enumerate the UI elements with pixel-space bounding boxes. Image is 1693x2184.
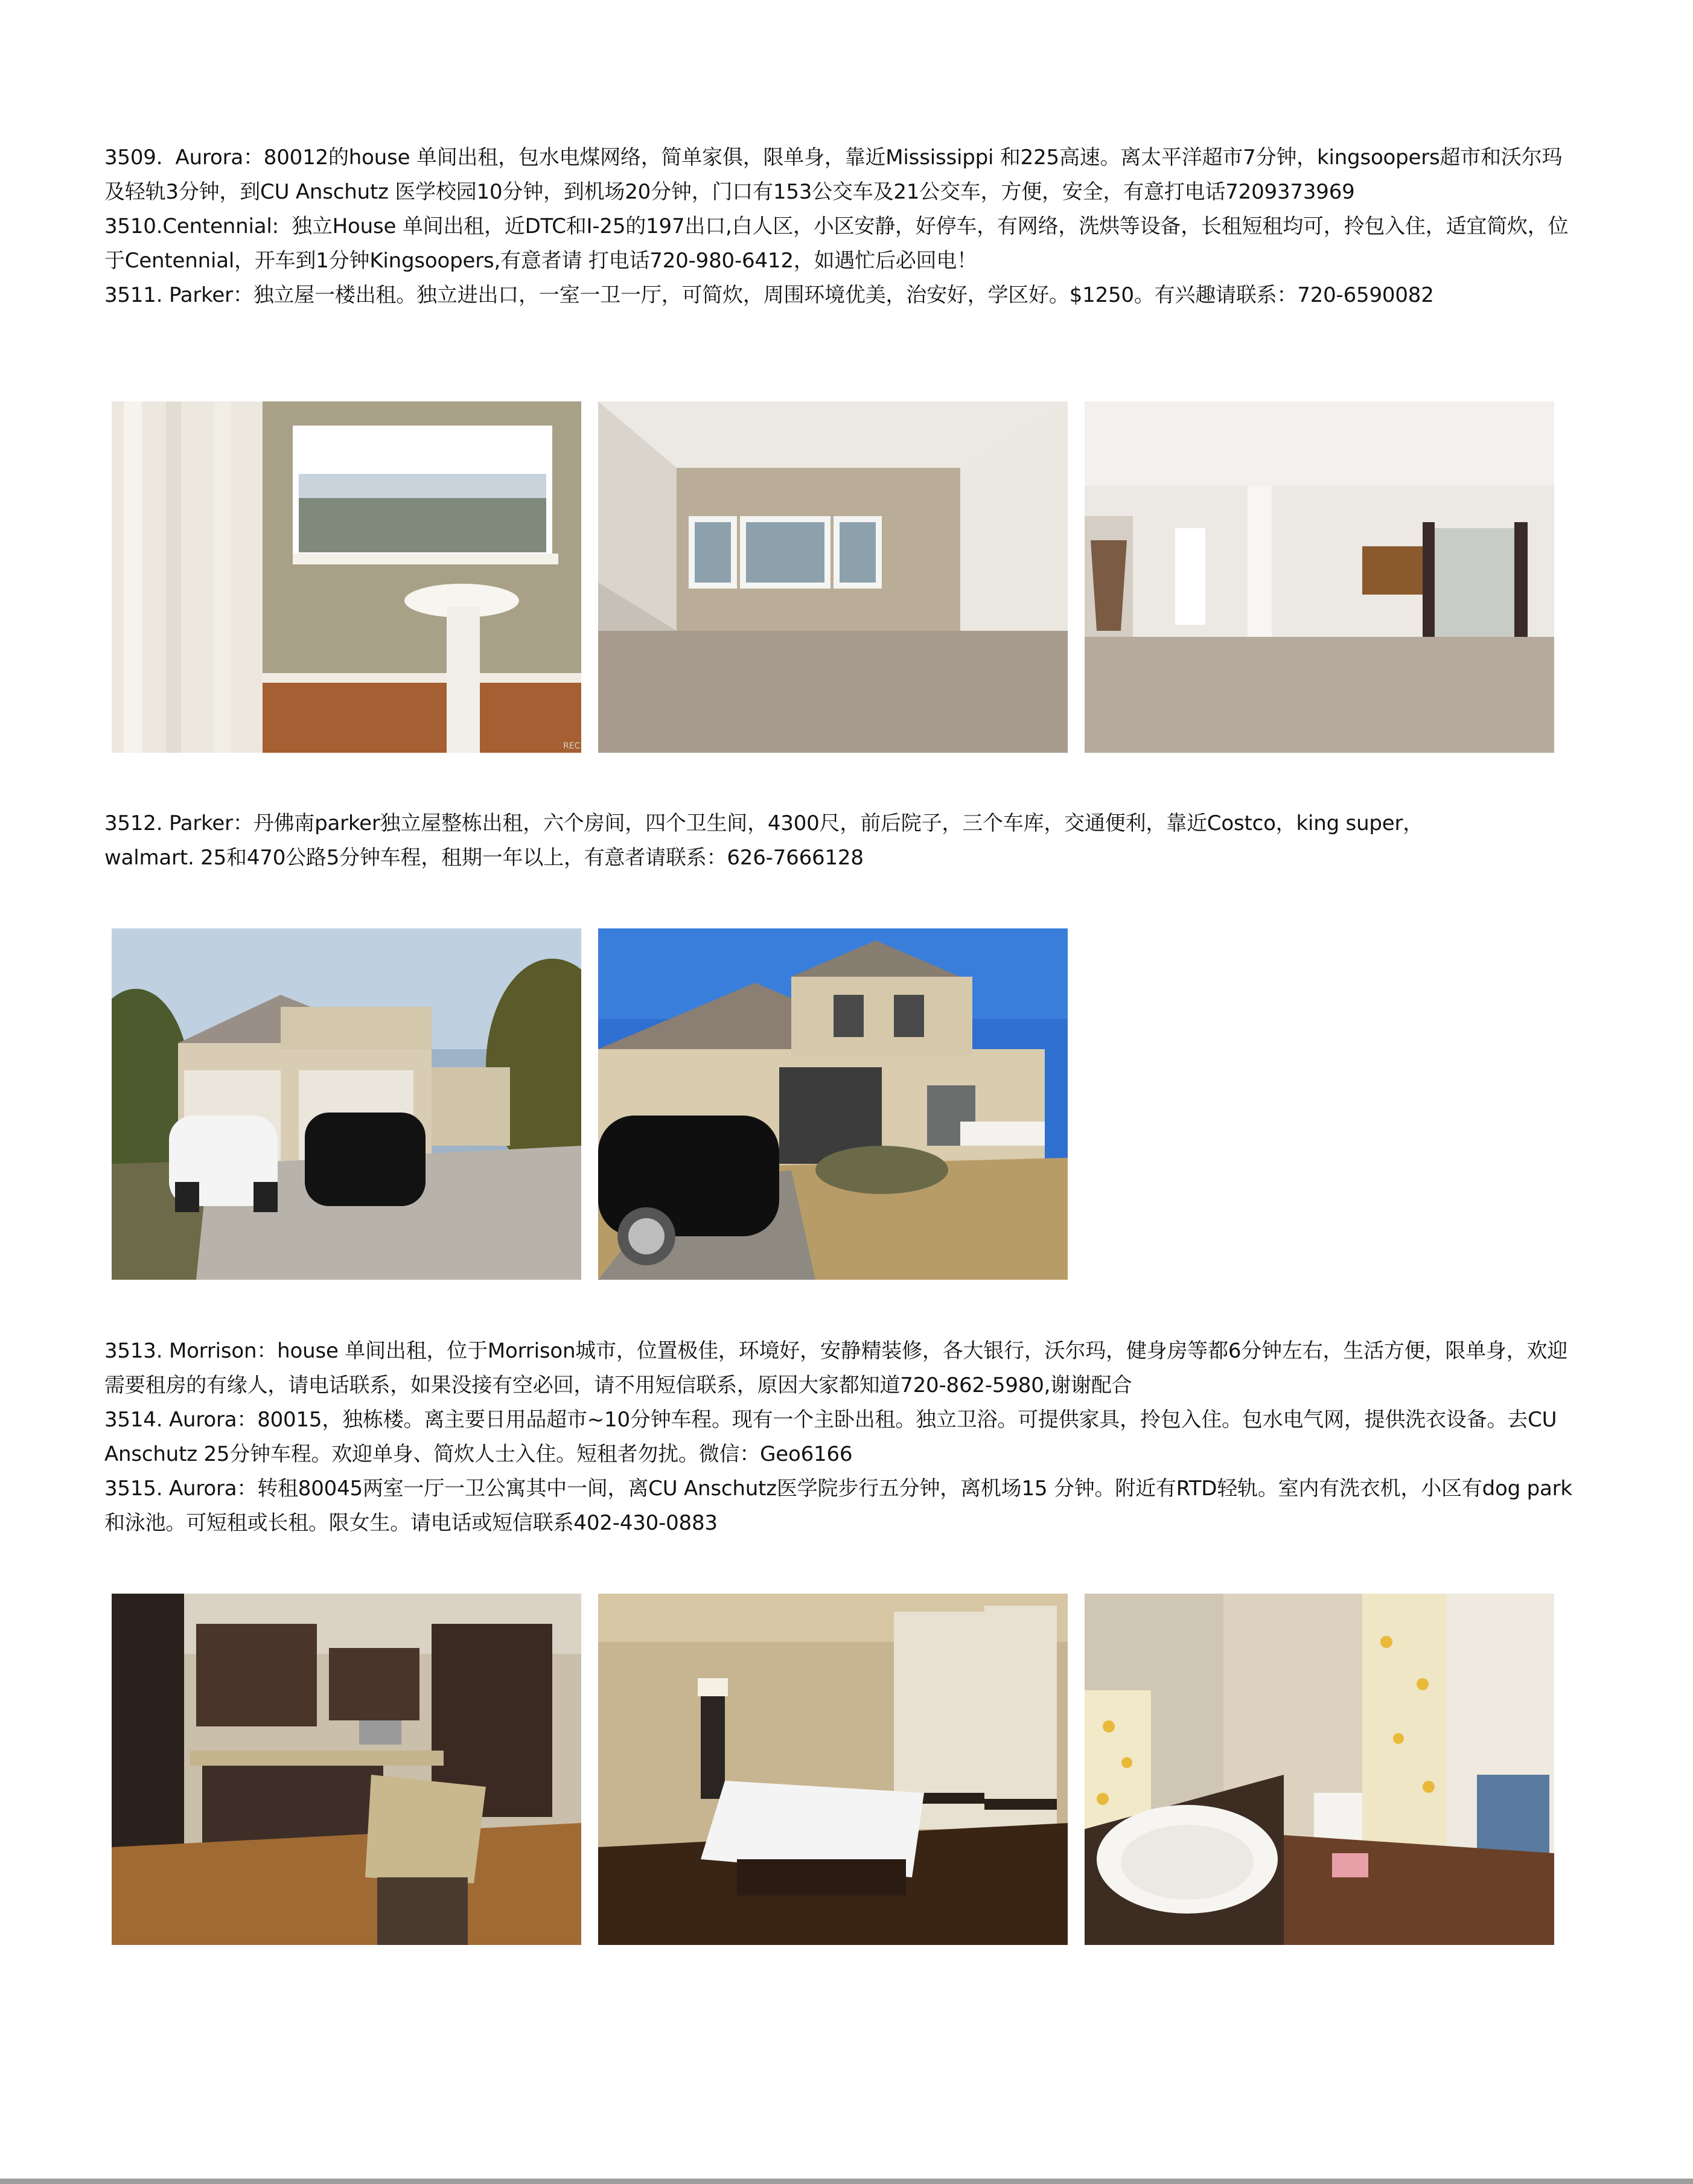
house-front-sunny-photo [598, 928, 1068, 1280]
empty-carpeted-room-photo [598, 401, 1068, 753]
listing-3512: 3512. Parker：丹佛南parker独立屋整栋出租，六个房间，四个卫生间，4300尺，前后院子，三个车库，交通便利，靠近Costco，king super，walmart. 25和470公路5分钟车程，租期一年以上，有意者请联系：626-7666128 [104, 811, 1424, 870]
listing-3509: 3509. Aurora：80012的house 单间出租，包水电煤网络，简单家俱，限单身，靠近Mississippi 和225高速。离太平洋超市7分钟，kingsoopers超市和沃尔玛及轻轨3分钟，到CU Anschutz 医学校园10分钟，到机场20分钟，门口有153公交车及21公交车，方便，安全，有意打电话7209373969 [104, 145, 1563, 204]
watermark-text: REC [563, 741, 581, 751]
bathroom-vanity-photo [1085, 1594, 1554, 1945]
apartment-kitchen-photo [112, 1594, 581, 1945]
listings-group-3 [104, 1334, 1577, 1541]
listing-3513: 3513. Morrison：house 单间出租，位于Morrison城市，位置极佳，环境好，安静精装修，各大银行，沃尔玛，健身房等都6分钟左右，生活方便，限单身，欢迎需要租房的有缘人，请电话联系，如果没接有空必回，请不用短信联系，原因大家都知道720-862-5980,谢谢配合 [104, 1339, 1568, 1397]
bathroom-sink-photo [112, 401, 581, 753]
listings-group-2 [104, 806, 1577, 875]
bedroom-with-bed-photo [598, 1594, 1068, 1945]
listing-3515: 3515. Aurora：转租80045两室一厅一卫公寓其中一间，离CU Anschutz医学院步行五分钟，离机场15 分钟。附近有RTD轻轨。室内有洗衣机，小区有dog park和泳池。可短租或长租。限女生。请电话或短信联系402-430-0883 [104, 1477, 1572, 1535]
page-bottom-rule [0, 2179, 1693, 2184]
listing-3510: 3510.Centennial: 独立House 单间出租，近DTC和I-25的197出口,白人区，小区安静，好停车，有网络，洗烘等设备，长租短租均可，拎包入住，适宜简炊，位于Centennial，开车到1分钟Kingsoopers,有意者请 打电话720-980-6412，如遇忙后必回电！ [104, 214, 1569, 273]
basement-living-area-photo [1085, 401, 1554, 753]
listings-group-1 [104, 141, 1577, 313]
house-front-with-cars-photo [112, 928, 581, 1280]
listing-3511: 3511. Parker：独立屋一楼出租。独立进出口，一室一卫一厅，可简炊，周围环境优美，治安好，学区好。$1250。有兴趣请联系：720-6590082 [104, 283, 1434, 307]
listing-3514: 3514. Aurora：80015，独栋楼。离主要日用品超市~10分钟车程。现有一个主卧出租。独立卫浴。可提供家具，拎包入住。包水电气网，提供洗衣设备。去CU Anschutz 25分钟车程。欢迎单身、简炊人士入住。短租者勿扰。微信：Geo6166 [104, 1408, 1563, 1466]
